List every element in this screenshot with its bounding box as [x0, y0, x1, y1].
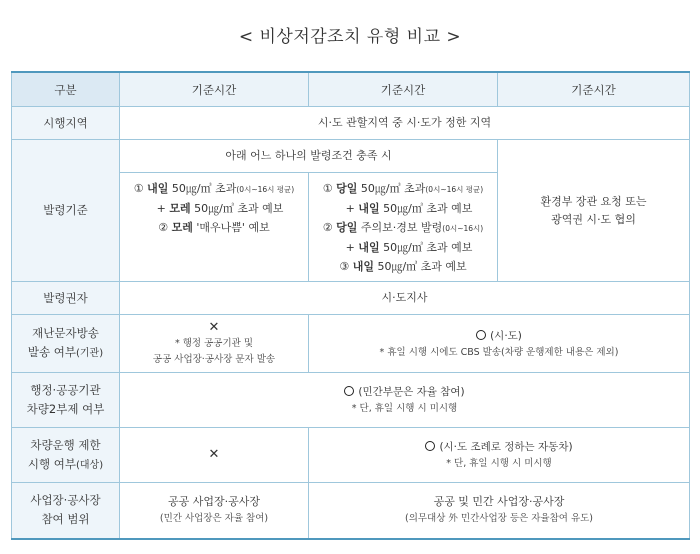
header-gubun: 구분: [12, 72, 120, 107]
criteria-common: 아래 어느 하나의 발령조건 충족 시: [120, 140, 498, 173]
item-value: 50㎍/㎥ 초과: [171, 182, 237, 195]
label-main: 시행 여부: [27, 456, 76, 471]
row-area: [12, 107, 690, 140]
item-day: 내일: [147, 182, 169, 195]
row-sms: [12, 315, 690, 373]
circle-mark-icon: [425, 441, 435, 451]
item-number: ②: [322, 221, 333, 234]
criteria-col3-line2: 광역권 시·도 협의: [551, 212, 636, 226]
sms-col23-note: * 휴일 시행 시에도 CBS 발송(차량 운행제한 내용은 제외): [379, 346, 619, 358]
workplace-col1: [120, 483, 309, 539]
item-number: ③: [339, 260, 350, 273]
criteria-col2-item2b: + 내일 50㎍/㎥ 초과 예보: [345, 241, 473, 254]
row-label-issuer: 발령권자: [12, 282, 120, 315]
plate-note: * 단, 휴일 시행 시 미시행: [351, 403, 458, 414]
mark-text: (민간부문은 자율 참여): [358, 386, 465, 398]
item-day: 당일: [336, 221, 358, 234]
item-time: (0시~16시 평균): [425, 185, 484, 194]
sms-col23: [309, 315, 690, 373]
mark-text: (시·도): [490, 329, 522, 342]
item-day: 내일: [358, 241, 380, 254]
row-label-plate-line2: 차량2부제 여부: [26, 402, 105, 416]
criteria-col2-item1b: + 내일 50㎍/㎥ 초과 예보: [345, 202, 473, 215]
item-number: ②: [158, 221, 169, 234]
comparison-table: [11, 71, 690, 540]
row-workplace: [12, 483, 690, 539]
plate-value: [120, 373, 690, 428]
item-number: ①: [322, 182, 333, 195]
criteria-col1-item1: [120, 179, 308, 199]
row-label-area: 시행지역: [12, 107, 120, 140]
header-col-2: 기준시간: [309, 72, 498, 107]
row-label-criteria: 발령기준: [12, 140, 120, 282]
row-label-vehicle: [12, 428, 120, 483]
item-day: 모레: [169, 202, 191, 215]
item-day: 모레: [171, 221, 193, 234]
criteria-col3-line1: 환경부 장관 요청 또는: [540, 194, 647, 208]
area-value: 시·도 관할지역 중 시·도가 정한 지역: [120, 107, 690, 140]
item-value: 50㎍/㎥ 초과 예보: [383, 202, 473, 215]
vehicle-mark: [309, 438, 689, 456]
workplace-col1-main: 공공 사업장·공사장: [167, 495, 260, 509]
vehicle-note: * 단, 휴일 시행 시 미시행: [446, 458, 552, 469]
row-plate: [12, 373, 690, 428]
item-value: 주의보·경보 발령: [360, 221, 443, 234]
sms-col23-mark: [309, 327, 689, 345]
vehicle-col1: [120, 428, 309, 483]
item-number: ①: [133, 182, 144, 195]
workplace-col23-sub: (의무대상 外 민간사업장 등은 자율참여 유도): [404, 513, 594, 525]
issuer-value: 시·도지사: [120, 282, 690, 315]
row-label-plate-line1: 행정·공공기관: [30, 383, 101, 397]
vehicle-col23: [309, 428, 690, 483]
criteria-col3: [498, 140, 690, 282]
row-label-workplace-line2: 참여 범위: [41, 512, 90, 527]
row-label-sms-line2: [12, 343, 119, 363]
item-time: (0시~16시 평균): [236, 185, 295, 194]
sms-col1: [120, 315, 309, 373]
workplace-col23: [309, 483, 690, 539]
row-label-workplace-line1: 사업장·공사장: [30, 493, 101, 508]
row-criteria-common: [12, 140, 690, 173]
row-label-vehicle-line1: 차량운행 제한: [30, 437, 101, 452]
plate-mark: [120, 383, 689, 401]
workplace-col1-sub: (민간 사업장은 자율 참여): [159, 513, 269, 525]
mark-text: (시·도 조례로 정하는 자동차): [439, 441, 573, 453]
row-vehicle: [12, 428, 690, 483]
criteria-col2-item3: [309, 257, 497, 276]
item-value: 50㎍/㎥ 초과: [360, 182, 426, 195]
circle-mark-icon: [344, 386, 354, 396]
x-mark-icon: ✕: [208, 447, 220, 462]
item-day: 당일: [336, 182, 358, 195]
item-day: 내일: [358, 202, 380, 215]
label-suffix: (기관): [75, 348, 104, 359]
criteria-col2: [309, 173, 498, 282]
criteria-col2-item1: [309, 179, 497, 199]
sms-col1-note1: * 행정 공공기관 및: [174, 337, 254, 349]
item-value: 50㎍/㎥ 초과 예보: [383, 241, 473, 254]
row-label-sms-line1: 재난문자방송: [32, 326, 99, 340]
item-value: 50㎍/㎥ 초과 예보: [194, 202, 284, 215]
x-mark-icon: ✕: [208, 319, 220, 335]
header-row: [12, 72, 690, 107]
header-col-1: 기준시간: [120, 72, 309, 107]
criteria-col2-item2: [309, 218, 497, 238]
header-col-3: 기준시간: [498, 72, 690, 107]
item-value: '매우나쁨' 예보: [196, 221, 270, 234]
row-label-workplace: [12, 483, 120, 539]
label-suffix: (대상): [75, 459, 104, 471]
page-title: < 비상저감조치 유형 비교 >: [238, 27, 462, 47]
row-issuer: [12, 282, 690, 315]
criteria-col1-item2: [120, 218, 308, 237]
row-label-vehicle-line2: [12, 455, 119, 475]
sms-col1-note2: 공공 사업장·공사장 문자 발송: [152, 353, 276, 365]
criteria-col1: [120, 173, 309, 282]
label-main: 발송 여부: [27, 345, 76, 359]
workplace-col23-main: 공공 및 민간 사업장·공사장: [433, 495, 565, 509]
row-label-plate: [12, 373, 120, 428]
item-time: (0시~16시): [442, 224, 484, 233]
item-day: 내일: [352, 260, 374, 273]
row-label-sms: [12, 315, 120, 373]
item-value: 50㎍/㎥ 초과 예보: [377, 260, 467, 273]
criteria-col1-item1b: + 모레 50㎍/㎥ 초과 예보: [156, 202, 284, 215]
circle-mark-icon: [476, 330, 486, 340]
